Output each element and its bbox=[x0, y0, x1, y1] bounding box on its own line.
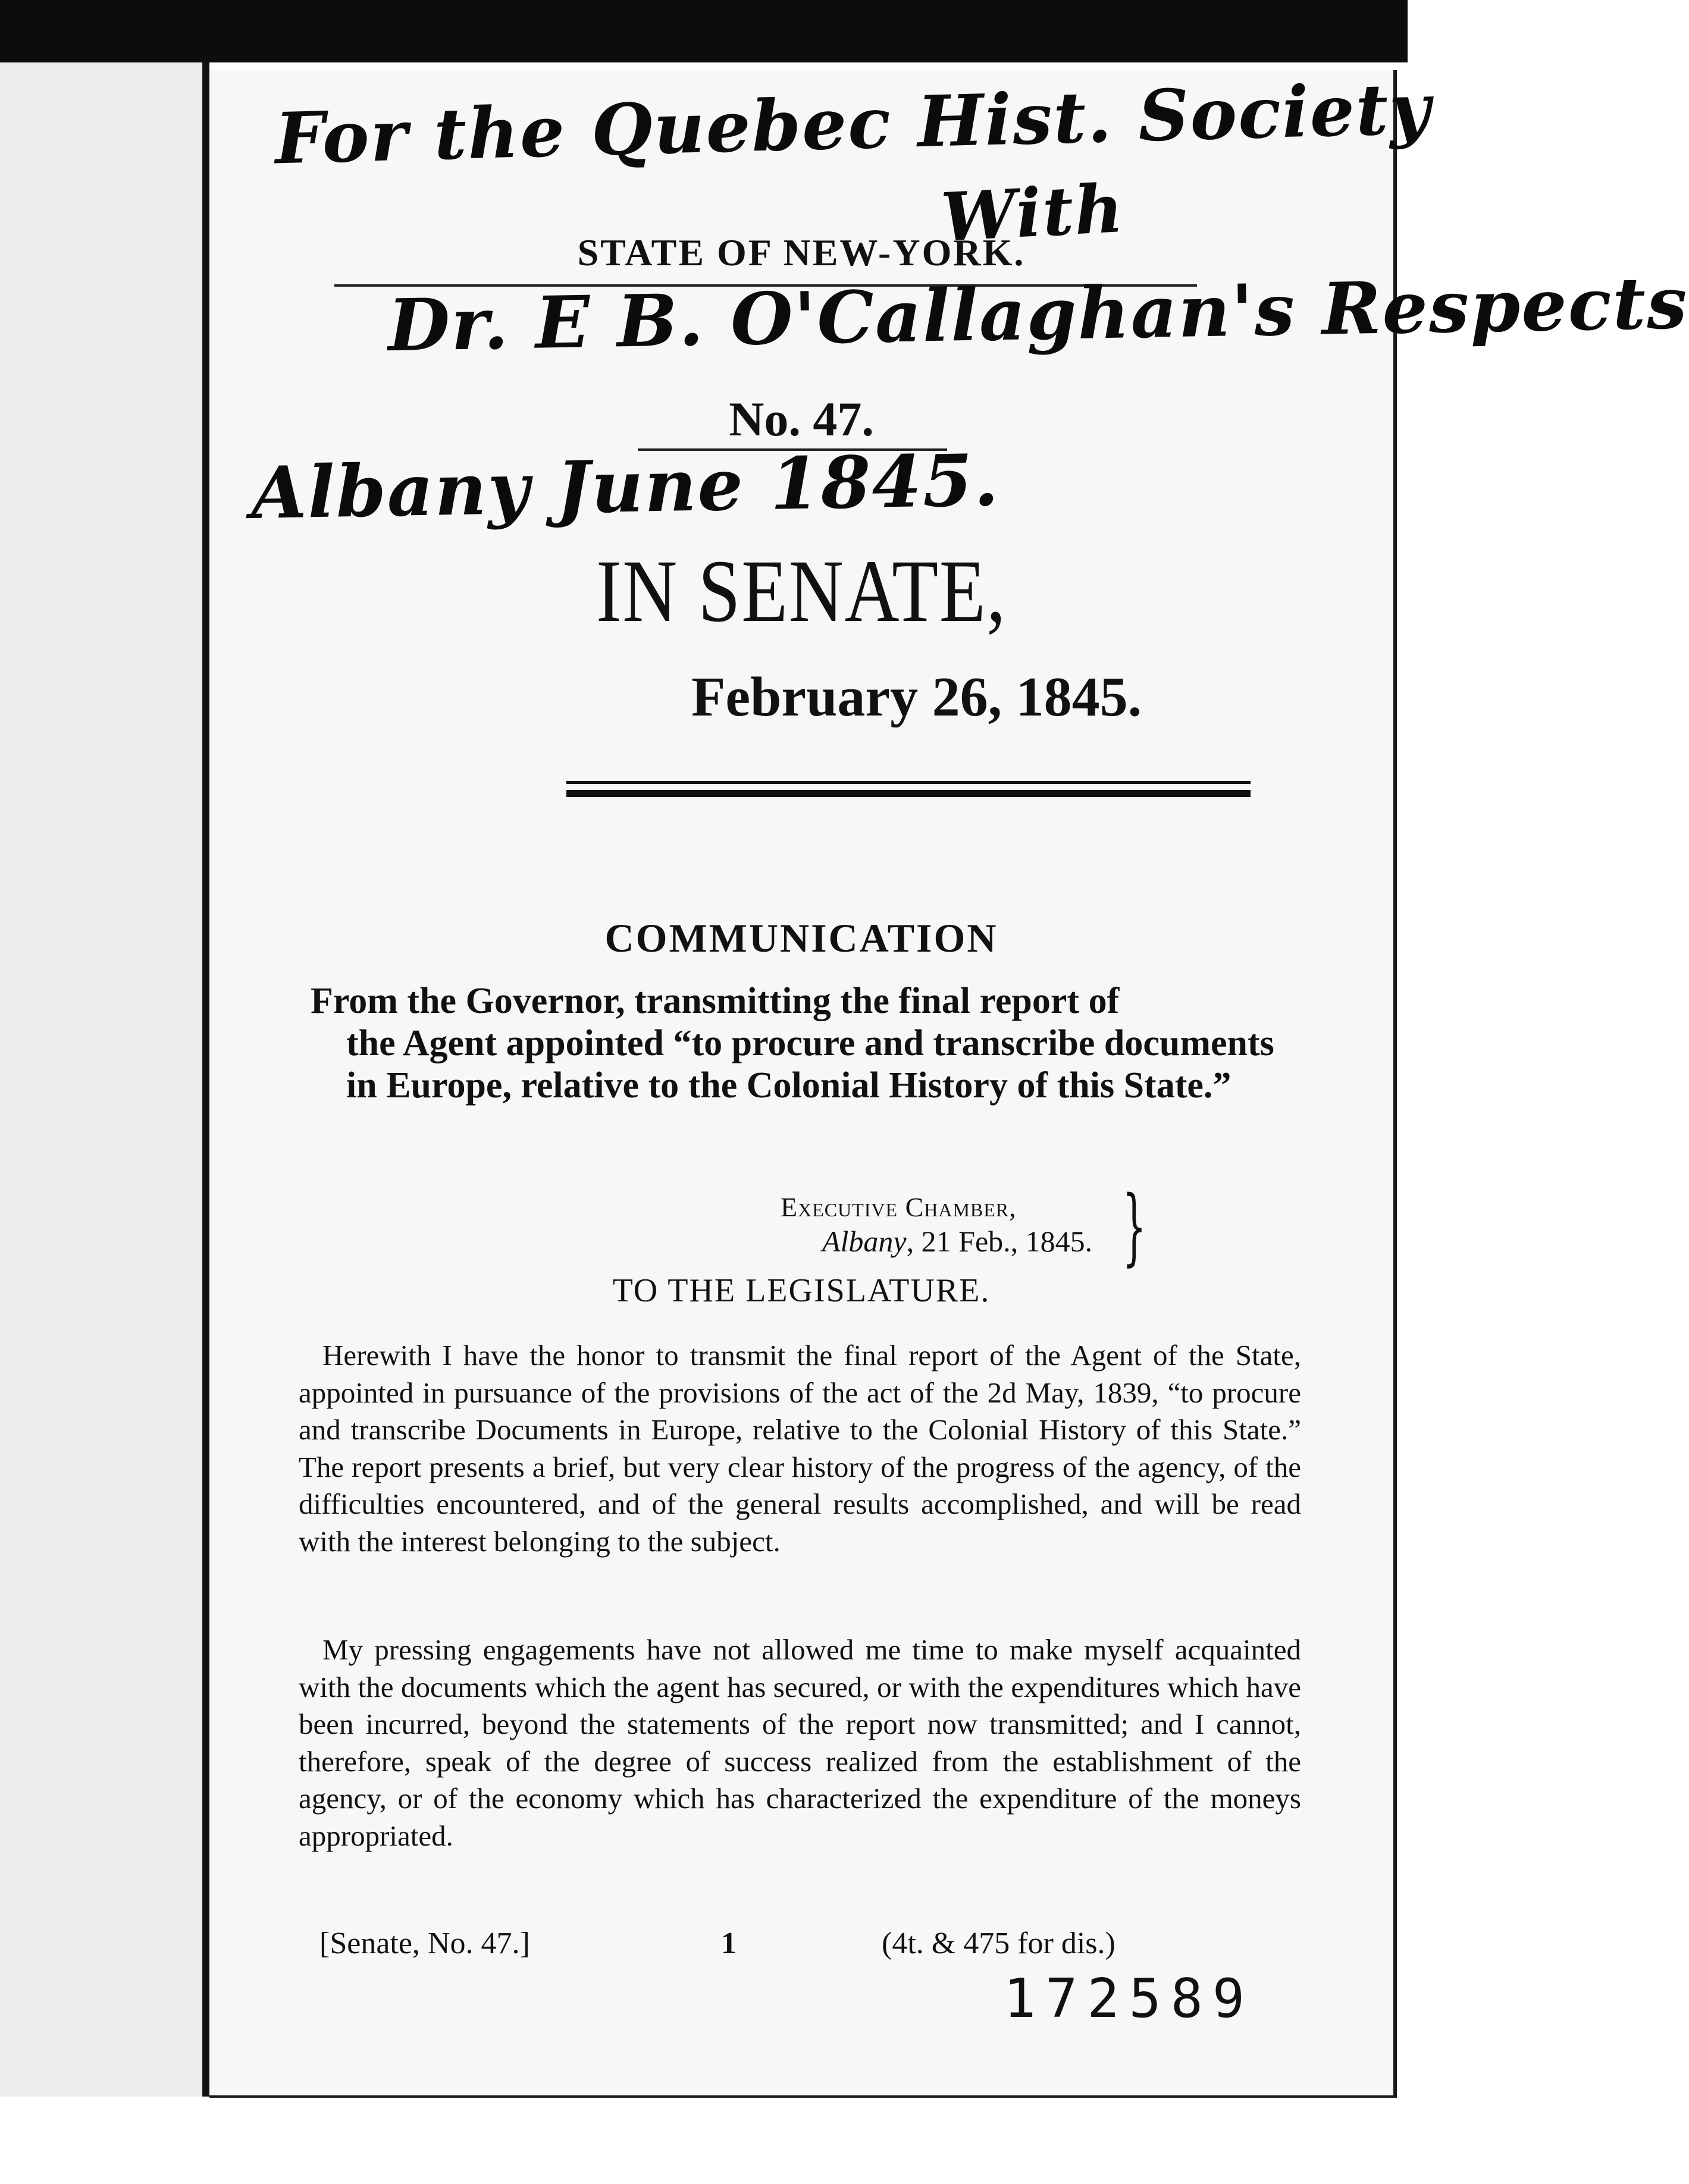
state-heading: STATE OF NEW-YORK. bbox=[577, 231, 1026, 274]
addressee: TO THE LEGISLATURE. bbox=[612, 1272, 991, 1309]
accession-stamp: 172589 bbox=[1004, 1968, 1255, 2030]
dateline bbox=[781, 1191, 1304, 1259]
body-paragraph: My pressing engagements have not allowed me time to make myself acquainted with the documents which the agent has secured, or with the expenditures which have been incurred, beyond the statements of the report now transmitted; and I cannot, therefore, speak of the degree of success realized from the establishment of the agency, or of the economy which has characterized the expenditure of the moneys appropriated. bbox=[299, 1633, 1301, 1852]
double-rule-thin bbox=[566, 781, 1251, 784]
handwritten-inscription-line: For the Quebec Hist. Society bbox=[274, 67, 1433, 180]
dateline-date: , 21 Feb., 1845. bbox=[906, 1225, 1093, 1258]
page-number: 1 bbox=[721, 1926, 737, 1960]
handwritten-inscription-line: Dr. E B. O'Callaghan's Respects bbox=[387, 261, 1689, 368]
dateline-place: Albany bbox=[822, 1225, 907, 1258]
brace-icon: } bbox=[1122, 1178, 1146, 1275]
session-date: February 26, 1845. bbox=[691, 666, 1142, 728]
double-rule-thick bbox=[566, 790, 1251, 797]
footer-signature-mark: [Senate, No. 47.] bbox=[319, 1926, 530, 1960]
handwritten-inscription-line: Albany June 1845. bbox=[250, 438, 1001, 535]
print-run-note: (4t. & 475 for dis.) bbox=[882, 1926, 1115, 1960]
facing-page-margin bbox=[0, 62, 205, 2097]
document-number: No. 47. bbox=[729, 392, 874, 446]
communication-subtitle bbox=[311, 980, 1274, 1107]
communication-heading: COMMUNICATION bbox=[604, 915, 998, 961]
scan-border bbox=[0, 0, 1408, 62]
book-gutter bbox=[203, 62, 209, 2097]
dateline-office: Executive Chamber, bbox=[781, 1192, 1017, 1222]
subtitle-first-line: From the Governor, transmitting the final report of bbox=[311, 981, 1120, 1021]
handwritten-inscription-line: With bbox=[939, 170, 1126, 257]
chamber-heading: IN SENATE, bbox=[596, 542, 1007, 641]
subtitle-continuation: the Agent appointed “to procure and transcribe documents in Europe, relative to the Colonial History of this State.” bbox=[346, 1023, 1274, 1106]
document-page bbox=[209, 67, 1689, 2098]
dateline-place-date bbox=[781, 1224, 1304, 1259]
body-paragraph: Herewith I have the honor to transmit the final report of the Agent of the State, appointed in pursuance of the provisions of the act of the 2d May, 1839, “to procure and transcribe Documents in Europe, relative to the Colonial History of this State.” The report presents a brief, but very clear history of the progress of the agency, of the difficulties encountered, and of the general results accomplished, and will be read with the interest belonging to the subject. bbox=[299, 1339, 1301, 1558]
